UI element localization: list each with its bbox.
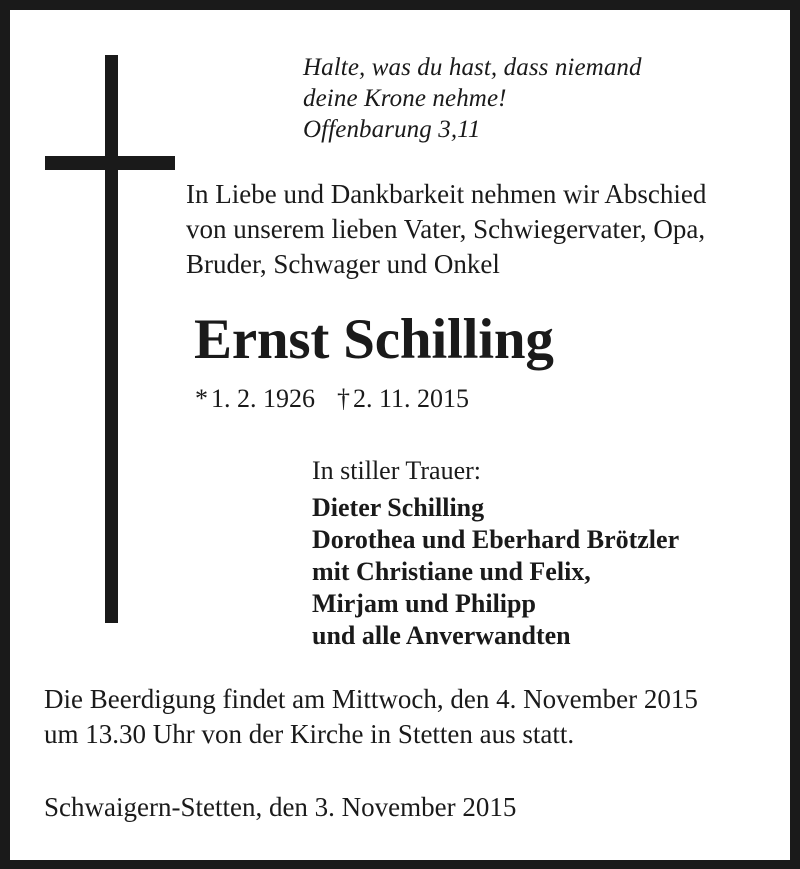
mourner-item: Mirjam und Philipp — [312, 589, 536, 618]
mourners-heading: In stiller Trauer: — [312, 456, 481, 485]
latin-cross-icon — [10, 10, 200, 650]
funeral-arrangements — [44, 682, 784, 752]
obituary-card — [10, 10, 790, 860]
intro-line-3: Bruder, Schwager und Onkel — [186, 249, 500, 279]
mourners-block — [312, 454, 772, 652]
mourner-item: Dieter Schilling — [312, 493, 485, 522]
cross-horizontal-bar — [45, 156, 175, 170]
mourner-item: mit Christiane und Felix, — [312, 557, 591, 586]
mourner-item: und alle Anverwandten — [312, 621, 571, 650]
intro-text — [186, 177, 786, 282]
death-symbol: † — [337, 384, 350, 413]
epigraph-source: Offenbarung 3,11 — [303, 116, 481, 143]
birth-symbol: * — [195, 384, 208, 413]
epigraph-quote — [303, 52, 773, 145]
mourner-item: Dorothea und Eberhard Brötzler — [312, 525, 680, 554]
birth-date: 1. 2. 1926 — [211, 384, 315, 413]
arrangements-line-1: Die Beerdigung findet am Mittwoch, den 4. November 2015 — [44, 684, 698, 714]
intro-line-1: In Liebe und Dankbarkeit nehmen wir Abschied — [186, 179, 707, 209]
death-date: 2. 11. 2015 — [353, 384, 470, 413]
place-and-date: Schwaigern-Stetten, den 3. November 2015 — [44, 792, 517, 822]
epigraph-line-1: Halte, was du hast, dass niemand — [303, 54, 642, 81]
life-dates — [195, 384, 469, 414]
intro-line-2: von unserem lieben Vater, Schwiegervater, Opa, — [186, 214, 706, 244]
mourners-list — [312, 492, 772, 652]
epigraph-line-2: deine Krone nehme! — [303, 85, 507, 112]
deceased-name: Ernst Schilling — [194, 308, 554, 371]
cross-vertical-bar — [105, 55, 118, 623]
arrangements-line-2: um 13.30 Uhr von der Kirche in Stetten aus statt. — [44, 719, 575, 749]
